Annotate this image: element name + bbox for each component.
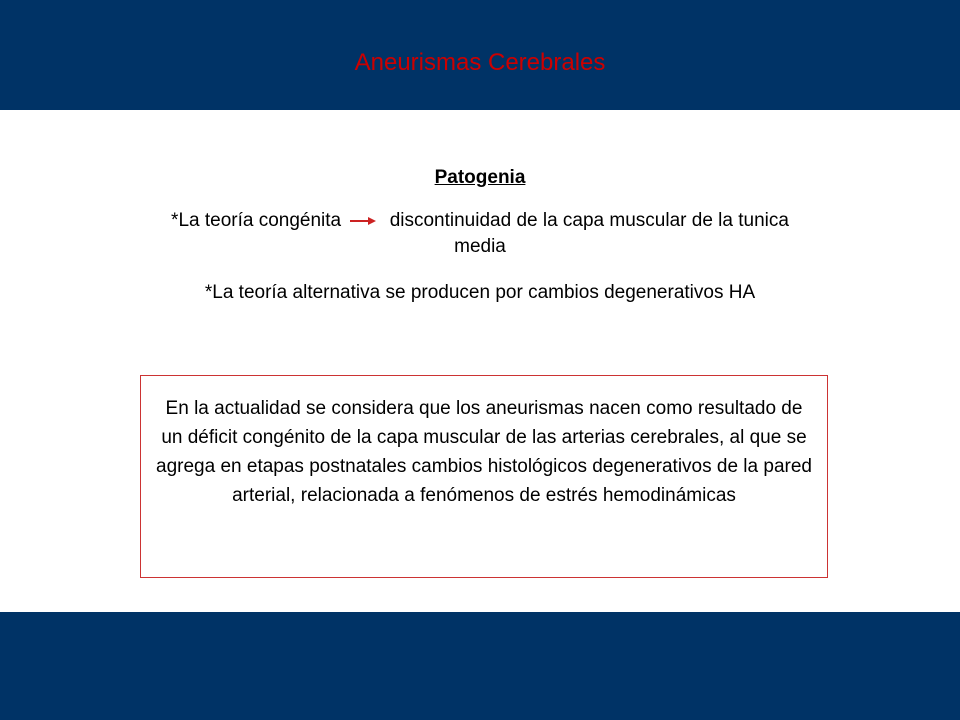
slide-title: Aneurismas Cerebrales <box>354 49 606 76</box>
congenital-theory-point <box>150 208 810 260</box>
slide-content <box>0 110 960 612</box>
top-header-band <box>0 0 960 110</box>
bottom-footer-band <box>0 612 960 720</box>
heading-text: Patogenia <box>434 167 526 188</box>
point1-suffix: discontinuidad de la capa muscular de la tunica media <box>389 210 789 257</box>
summary-callout-box <box>140 375 828 578</box>
alternative-theory-point: *La teoría alternativa se producen por cambios degenerativos HA <box>204 282 756 303</box>
point1-prefix: *La teoría congénita <box>171 210 342 231</box>
callout-text: En la actualidad se considera que los aneurismas nacen como resultado de un déficit congénito de la capa muscular de las arterias cerebrales, al que se agrega en etapas postnatales cambios histológicos degenerativos de la pared arterial, relacionada a fenómenos de estrés hemodinámicas <box>156 398 812 506</box>
section-heading <box>0 166 960 190</box>
arrow-right-icon <box>350 215 376 227</box>
